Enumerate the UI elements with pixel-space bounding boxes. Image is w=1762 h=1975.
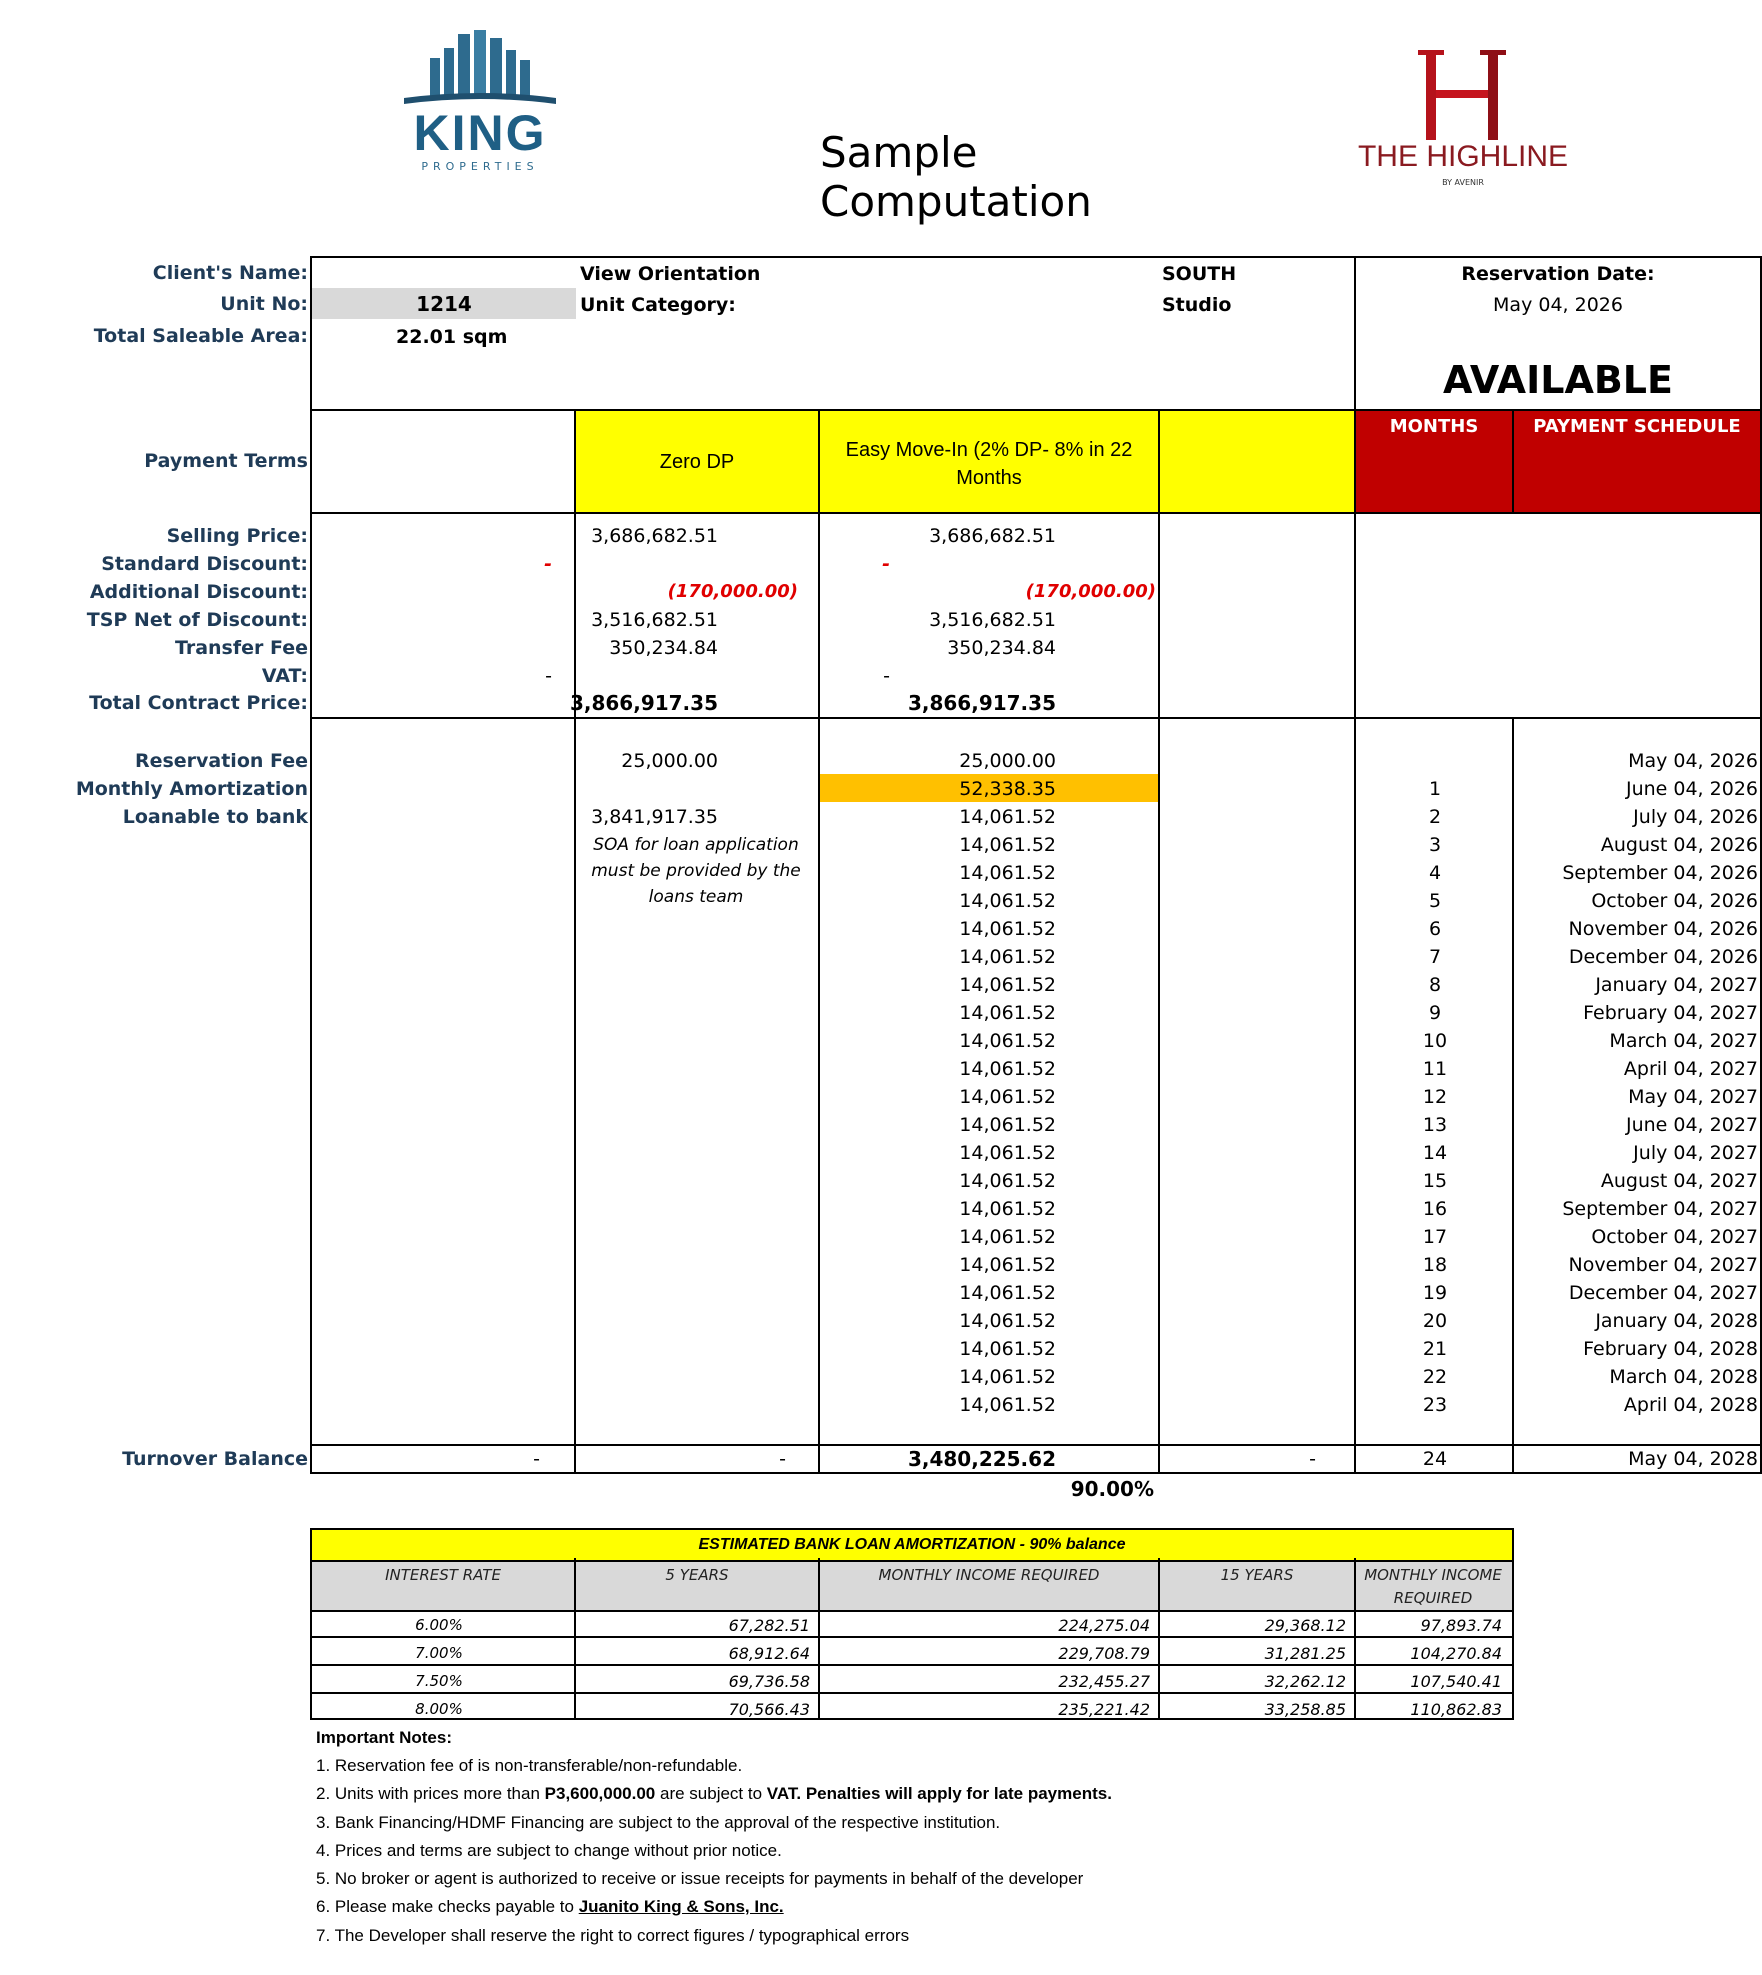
- notes-title: Important Notes:: [316, 1728, 452, 1747]
- loan-value: 232,455.27: [1058, 1672, 1150, 1691]
- schedule-date: October 04, 2026: [1591, 890, 1758, 912]
- area-value: 22.01 sqm: [396, 326, 508, 348]
- note-2-a: 2. Units with prices more than: [316, 1784, 545, 1803]
- highline-h-icon: [1338, 46, 1588, 142]
- monthly-amortization-label: Monthly Amortization: [75, 778, 308, 800]
- installment-amount: 14,061.52: [959, 1310, 1056, 1332]
- turnover-col-b: -: [779, 1448, 786, 1470]
- loan-value: 110,862.83: [1410, 1700, 1502, 1719]
- loan-rate: 7.50%: [415, 1672, 463, 1690]
- schedule-date: April 04, 2028: [1623, 1394, 1758, 1416]
- loan-value: 70,566.43: [728, 1700, 810, 1719]
- reservation-date-value: May 04, 2026: [1493, 294, 1623, 316]
- schedule-date: January 04, 2028: [1595, 1310, 1758, 1332]
- schedule-month: 10: [1422, 1030, 1448, 1052]
- unit-no-value: 1214: [416, 292, 472, 316]
- schedule-month: 7: [1428, 946, 1442, 968]
- selling-price-label: Selling Price:: [166, 525, 308, 547]
- selling-price-easy: 3,686,682.51: [929, 525, 1056, 547]
- schedule-date: July 04, 2027: [1633, 1142, 1758, 1164]
- loan-header: INTEREST RATE: [385, 1566, 501, 1584]
- loanable-label: Loanable to bank: [122, 806, 308, 828]
- tsp-easy: 3,516,682.51: [929, 609, 1056, 631]
- unit-no-label: Unit No:: [220, 293, 308, 315]
- schedule-date: July 04, 2026: [1633, 806, 1758, 828]
- installment-amount: 14,061.52: [959, 1114, 1056, 1136]
- transfer-fee-easy: 350,234.84: [947, 637, 1056, 659]
- king-logo: [400, 28, 560, 178]
- months-header: MONTHS: [1389, 416, 1479, 437]
- reservation-fee-label: Reservation Fee: [134, 750, 308, 772]
- tsp-zero-dp: 3,516,682.51: [591, 609, 718, 631]
- selling-price-zero-dp: 3,686,682.51: [591, 525, 718, 547]
- tcp-zero-dp: 3,866,917.35: [569, 691, 718, 715]
- loan-rate: 7.00%: [415, 1644, 463, 1662]
- king-logo-name: KING: [413, 105, 547, 161]
- schedule-month: 2: [1428, 806, 1442, 828]
- installment-amount: 14,061.52: [959, 974, 1056, 996]
- soa-note: SOA for loan application must be provided by the loans team: [591, 835, 801, 907]
- view-orientation-value: SOUTH: [1162, 263, 1237, 285]
- schedule-date: November 04, 2026: [1568, 918, 1758, 940]
- schedule-date: June 04, 2026: [1625, 778, 1758, 800]
- schedule-month: 17: [1422, 1226, 1448, 1248]
- schedule-month: 16: [1422, 1198, 1448, 1220]
- schedule-date: March 04, 2028: [1609, 1366, 1758, 1388]
- turnover-date: May 04, 2028: [1628, 1448, 1758, 1470]
- installment-amount: 14,061.52: [959, 890, 1056, 912]
- note-5: 5. No broker or agent is authorized to receive or issue receipts for payments in behalf of the developer: [316, 1869, 1084, 1888]
- installment-amount: 14,061.52: [959, 946, 1056, 968]
- installment-amount: 14,061.52: [959, 918, 1056, 940]
- installment-amount: 14,061.52: [959, 1282, 1056, 1304]
- installment-amount: 14,061.52: [959, 834, 1056, 856]
- installment-amount: 14,061.52: [959, 1030, 1056, 1052]
- schedule-month: 1: [1428, 778, 1442, 800]
- highline-logo-name: THE HIGHLINE: [1357, 140, 1569, 173]
- note-7: 7. The Developer shall reserve the right to correct figures / typographical errors: [316, 1926, 910, 1945]
- installment-amount: 14,061.52: [959, 862, 1056, 884]
- tsp-label: TSP Net of Discount:: [86, 609, 308, 631]
- loan-value: 97,893.74: [1420, 1616, 1502, 1635]
- installment-amount: 14,061.52: [959, 1142, 1056, 1164]
- schedule-date-reservation: May 04, 2026: [1628, 750, 1758, 772]
- schedule-month: 18: [1422, 1254, 1448, 1276]
- tcp-label: Total Contract Price:: [89, 692, 308, 714]
- status-badge: AVAILABLE: [1443, 358, 1673, 402]
- term-easy-move-in: Easy Move-In (2% DP- 8% in 22 Months: [845, 439, 1133, 489]
- schedule-month: 6: [1428, 918, 1442, 940]
- schedule-date: December 04, 2027: [1568, 1282, 1758, 1304]
- schedule-date: January 04, 2027: [1595, 974, 1758, 996]
- turnover-month: 24: [1422, 1448, 1448, 1470]
- schedule-date: May 04, 2027: [1628, 1086, 1758, 1108]
- installment-amount: 14,061.52: [959, 1338, 1056, 1360]
- loan-value: 29,368.12: [1264, 1616, 1346, 1635]
- loan-header: 15 YEARS: [1220, 1566, 1294, 1584]
- loan-value: 229,708.79: [1058, 1644, 1150, 1663]
- schedule-date: February 04, 2028: [1583, 1338, 1758, 1360]
- installment-amount: 14,061.52: [959, 1198, 1056, 1220]
- loan-value: 31,281.25: [1264, 1644, 1346, 1663]
- loan-row-divider: [310, 1636, 1514, 1638]
- turnover-col-d: -: [1309, 1448, 1316, 1470]
- reservation-fee-zero-dp: 25,000.00: [621, 750, 718, 772]
- loan-value: 67,282.51: [728, 1616, 810, 1635]
- schedule-date: April 04, 2027: [1623, 1058, 1758, 1080]
- turnover-percent: 90.00%: [1070, 1477, 1154, 1501]
- loan-value: 104,270.84: [1410, 1644, 1502, 1663]
- turnover-col-c: 3,480,225.62: [907, 1447, 1056, 1471]
- schedule-month: 23: [1422, 1394, 1448, 1416]
- standard-discount-zero-dp: -: [544, 553, 552, 575]
- loan-row-divider: [310, 1692, 1514, 1694]
- installment-amount: 14,061.52: [959, 1226, 1056, 1248]
- client-name-label: Client's Name:: [152, 262, 308, 284]
- installment-amount: 14,061.52: [959, 1366, 1056, 1388]
- page-title: Sample Computation: [820, 128, 1092, 226]
- schedule-month: 9: [1428, 1002, 1442, 1024]
- schedule-date: March 04, 2027: [1609, 1030, 1758, 1052]
- highline-logo-sub: BY AVENIR: [1442, 178, 1484, 187]
- monthly-amortization-easy: 52,338.35: [959, 778, 1056, 800]
- installment-amount: 14,061.52: [959, 806, 1056, 828]
- schedule-month: 14: [1422, 1142, 1448, 1164]
- term-blank-cell: [1160, 411, 1354, 512]
- schedule-month: 12: [1422, 1086, 1448, 1108]
- schedule-month: 5: [1428, 890, 1442, 912]
- king-buildings-icon: [400, 28, 560, 108]
- note-6-a: 6. Please make checks payable to: [316, 1897, 579, 1916]
- loan-rate: 6.00%: [415, 1616, 463, 1634]
- vat-easy: -: [883, 665, 890, 687]
- unit-category-label: Unit Category:: [580, 294, 736, 316]
- additional-discount-easy: (170,000.00): [1025, 581, 1156, 602]
- loan-rate: 8.00%: [415, 1700, 463, 1718]
- installment-amount: 14,061.52: [959, 1086, 1056, 1108]
- note-2-c: are subject to: [655, 1784, 767, 1803]
- reservation-date-label: Reservation Date:: [1461, 263, 1655, 285]
- note-3: 3. Bank Financing/HDMF Financing are subject to the approval of the respective institution.: [316, 1813, 1001, 1832]
- highline-logo: [1338, 46, 1588, 196]
- loan-header: MONTHLY INCOME REQUIRED: [1364, 1566, 1502, 1607]
- standard-discount-easy: -: [882, 553, 890, 575]
- transfer-fee-zero-dp: 350,234.84: [609, 637, 718, 659]
- king-logo-sub: PROPERTIES: [421, 160, 539, 173]
- schedule-date: June 04, 2027: [1625, 1114, 1758, 1136]
- payment-terms-label: Payment Terms: [144, 450, 308, 472]
- note-4: 4. Prices and terms are subject to change without prior notice.: [316, 1841, 782, 1860]
- loanable-zero-dp: 3,841,917.35: [591, 806, 718, 828]
- note-2-price: P3,600,000.00: [544, 1784, 656, 1803]
- schedule-month: 20: [1422, 1310, 1448, 1332]
- vat-zero-dp: -: [545, 665, 552, 687]
- view-orientation-label: View Orientation: [580, 263, 761, 285]
- loan-value: 33,258.85: [1264, 1700, 1346, 1719]
- vat-label: VAT:: [261, 665, 308, 687]
- transfer-fee-label: Transfer Fee: [174, 637, 308, 659]
- unit-category-value: Studio: [1162, 294, 1232, 316]
- note-6: [316, 1897, 784, 1917]
- loan-value: 32,262.12: [1264, 1672, 1346, 1691]
- note-6-payee: Juanito King & Sons, Inc.: [578, 1897, 784, 1916]
- schedule-date: November 04, 2027: [1568, 1254, 1758, 1276]
- note-2-vat: VAT. Penalties will apply for late payments.: [766, 1784, 1112, 1803]
- note-2: [316, 1784, 1112, 1804]
- schedule-month: 11: [1422, 1058, 1448, 1080]
- reservation-fee-easy: 25,000.00: [959, 750, 1056, 772]
- loan-title: ESTIMATED BANK LOAN AMORTIZATION - 90% balance: [698, 1536, 1126, 1553]
- schedule-date: February 04, 2027: [1583, 1002, 1758, 1024]
- schedule-month: 13: [1422, 1114, 1448, 1136]
- installment-amount: 14,061.52: [959, 1254, 1056, 1276]
- loan-value: 107,540.41: [1410, 1672, 1502, 1691]
- installment-amount: 14,061.52: [959, 1394, 1056, 1416]
- schedule-month: 19: [1422, 1282, 1448, 1304]
- schedule-date: October 04, 2027: [1591, 1226, 1758, 1248]
- installment-amount: 14,061.52: [959, 1058, 1056, 1080]
- standard-discount-label: Standard Discount:: [101, 553, 308, 575]
- schedule-date: August 04, 2027: [1600, 1170, 1758, 1192]
- installment-amount: 14,061.52: [959, 1002, 1056, 1024]
- additional-discount-label: Additional Discount:: [89, 581, 308, 603]
- schedule-month: 21: [1422, 1338, 1448, 1360]
- tcp-easy: 3,866,917.35: [907, 691, 1056, 715]
- schedule-header: PAYMENT SCHEDULE: [1533, 416, 1741, 437]
- turnover-label: Turnover Balance: [122, 1448, 308, 1470]
- loan-header: 5 YEARS: [665, 1566, 729, 1584]
- loan-value: 68,912.64: [728, 1644, 810, 1663]
- loan-value: 235,221.42: [1058, 1700, 1150, 1719]
- note-1: 1. Reservation fee of is non-transferable/non-refundable.: [316, 1756, 743, 1775]
- schedule-month: 22: [1422, 1366, 1448, 1388]
- schedule-date: August 04, 2026: [1600, 834, 1758, 856]
- schedule-date: September 04, 2027: [1562, 1198, 1758, 1220]
- loan-header: MONTHLY INCOME REQUIRED: [878, 1566, 1100, 1584]
- schedule-date: September 04, 2026: [1562, 862, 1758, 884]
- schedule-month: 15: [1422, 1170, 1448, 1192]
- schedule-date: December 04, 2026: [1568, 946, 1758, 968]
- installment-amount: 14,061.52: [959, 1170, 1056, 1192]
- term-zero-dp: Zero DP: [659, 451, 735, 473]
- additional-discount-zero-dp: (170,000.00): [667, 581, 798, 602]
- loan-value: 69,736.58: [728, 1672, 810, 1691]
- schedule-month: 3: [1428, 834, 1442, 856]
- turnover-col-a: -: [533, 1448, 540, 1470]
- schedule-month: 8: [1428, 974, 1442, 996]
- schedule-month: 4: [1428, 862, 1442, 884]
- area-label: Total Saleable Area:: [93, 325, 308, 347]
- loan-value: 224,275.04: [1058, 1616, 1150, 1635]
- loan-row-divider: [310, 1664, 1514, 1666]
